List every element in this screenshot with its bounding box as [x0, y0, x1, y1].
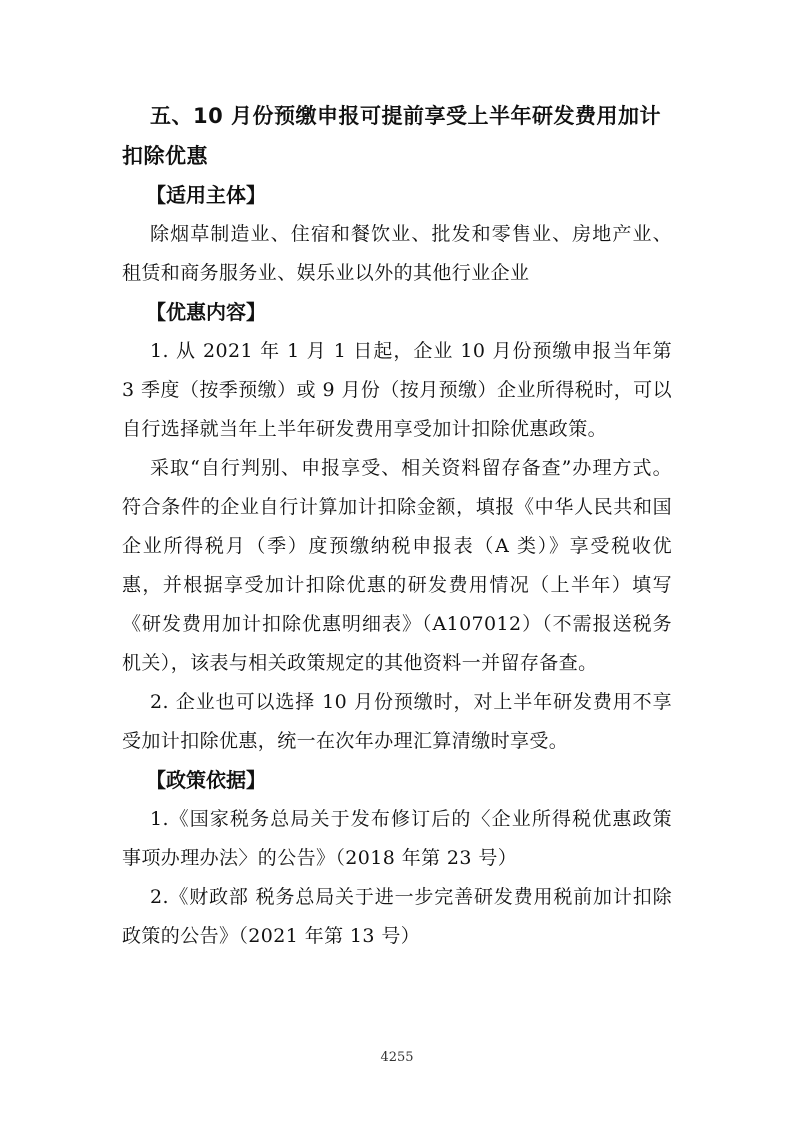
policy-basis-item-2: 2.《财政部 税务总局关于进一步完善研发费用税前加计扣除政策的公告》（2021 年第 13 号）	[122, 886, 672, 947]
section-title: 五、10 月份预缴申报可提前享受上半年研发费用加计扣除优惠	[122, 104, 662, 168]
preferential-content-heading: 【优惠内容】	[146, 300, 266, 324]
applicable-subject-text: 除烟草制造业、住宿和餐饮业、批发和零售业、房地产业、租赁和商务服务业、娱乐业以外的其他行业企业	[122, 223, 672, 284]
policy-basis-item-1: 1.《国家税务总局关于发布修订后的〈企业所得税优惠政策事项办理办法〉的公告》（2018 年第 23 号）	[122, 808, 672, 869]
document-body	[122, 96, 672, 956]
preferential-content-paragraph-2: 采取“自行判别、申报享受、相关资料留存备查”办理方式。符合条件的企业自行计算加计扣除金额，填报《中华人民共和国企业所得税月（季）度预缴纳税申报表（A 类）》享受税收优惠，并根据享受加计扣除优惠的研发费用情况（上半年）填写《研发费用加计扣除优惠明细表》（A107012）（不需报送税务机关），该表与相关政策规定的其他资料一并留存备查。	[122, 457, 672, 674]
policy-basis-heading: 【政策依据】	[146, 768, 266, 792]
preferential-content-paragraph-3: 2. 企业也可以选择 10 月份预缴时，对上半年研发费用不享受加计扣除优惠，统一在次年办理汇算清缴时享受。	[122, 691, 672, 752]
preferential-content-paragraph-1: 1. 从 2021 年 1 月 1 日起，企业 10 月份预缴申报当年第 3 季度（按季预缴）或 9 月份（按月预缴）企业所得税时，可以自行选择就当年上半年研发费用享受加计扣除优惠政策。	[122, 340, 672, 440]
page-number: 4255	[380, 1050, 414, 1065]
applicable-subject-heading: 【适用主体】	[146, 183, 266, 207]
